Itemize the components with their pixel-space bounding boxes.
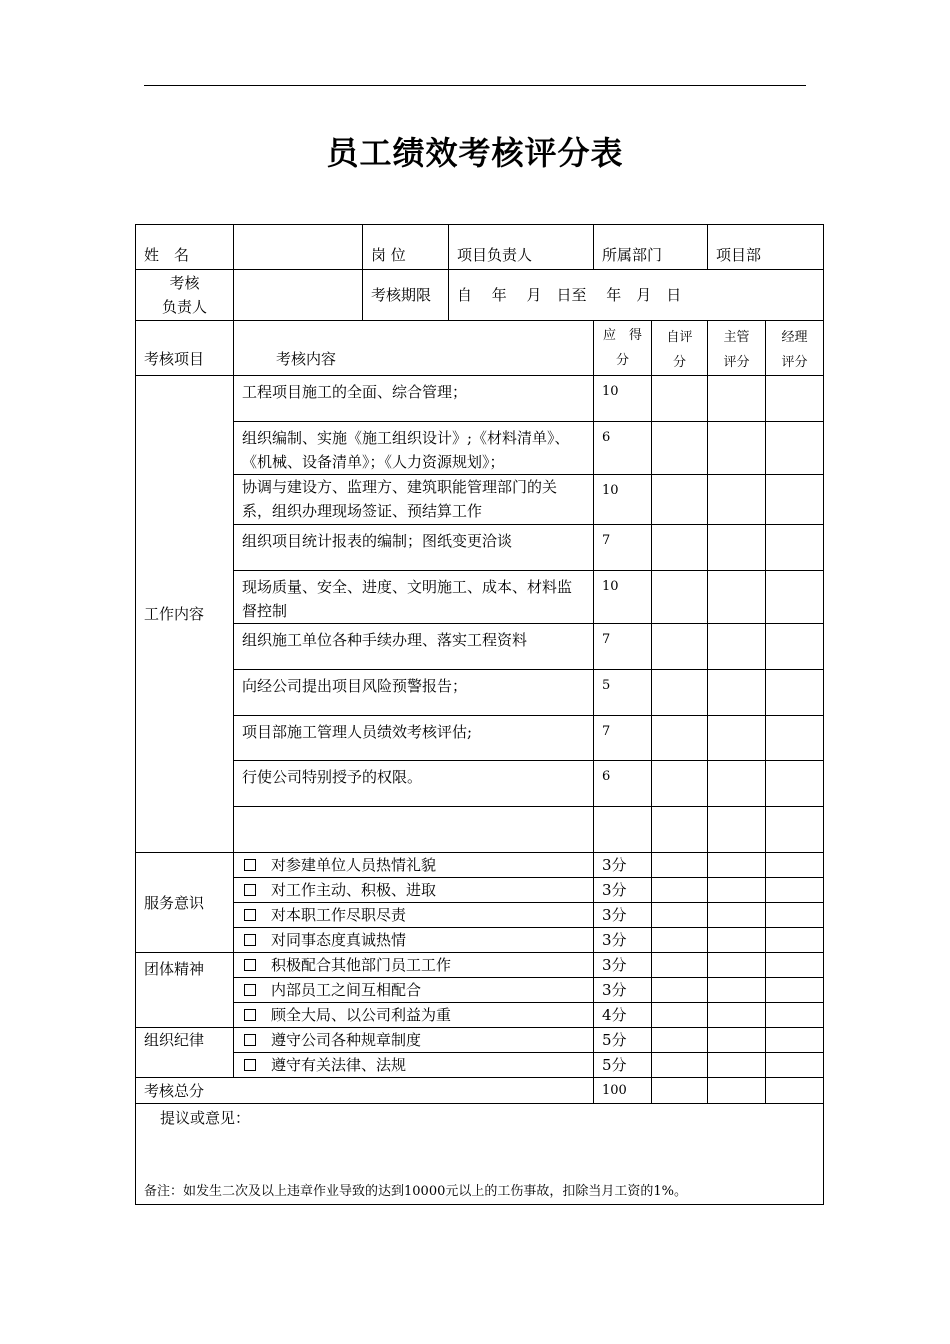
service-item: [234, 903, 594, 928]
name-label: 姓 名: [136, 225, 234, 270]
supervisor-score-cell[interactable]: [708, 571, 766, 624]
supervisor-score-cell[interactable]: [708, 1053, 766, 1078]
team-item: [234, 1003, 594, 1028]
supervisor-score-cell[interactable]: [708, 1003, 766, 1028]
supervisor-score-cell[interactable]: [708, 422, 766, 475]
supervisor-score-cell[interactable]: [708, 761, 766, 807]
work-standard-score: [594, 807, 652, 853]
self-score-cell[interactable]: [652, 807, 708, 853]
work-standard-score: 10: [594, 376, 652, 422]
work-row: [136, 376, 824, 422]
manager-score-cell[interactable]: [766, 878, 824, 903]
header-manager-line-2: 评分: [781, 355, 808, 370]
work-standard-score: 6: [594, 422, 652, 475]
supervisor-score-cell[interactable]: [708, 903, 766, 928]
work-content: 组织编制、实施《施工组织设计》;《材料清单》、《机械、设备清单》；《人力资源规划》；: [234, 422, 594, 475]
discipline-standard-score: 5分: [594, 1028, 652, 1053]
service-item-label: 对同事态度真诚热情: [271, 931, 407, 949]
assessor-label-line-1: 考核: [169, 274, 200, 292]
service-item-label: 对本职工作尽职尽责: [271, 906, 407, 924]
service-standard-score: 3分: [594, 928, 652, 953]
checkbox-icon[interactable]: [244, 1059, 256, 1071]
manager-score-cell[interactable]: [766, 571, 824, 624]
supervisor-score-cell[interactable]: [708, 878, 766, 903]
work-row: [136, 624, 824, 670]
position-label: 岗 位: [363, 225, 449, 270]
service-standard-score: 3分: [594, 903, 652, 928]
work-standard-score: 10: [594, 571, 652, 624]
total-row: [136, 1078, 824, 1104]
supervisor-score-cell[interactable]: [708, 475, 766, 525]
header-rule: [144, 85, 806, 86]
page-title: 员工绩效考核评分表: [326, 134, 624, 172]
header-self-line-1: 自评: [666, 330, 693, 345]
service-row: [136, 903, 824, 928]
service-standard-score: 3分: [594, 878, 652, 903]
self-score-cell[interactable]: [652, 1003, 708, 1028]
supervisor-score-cell[interactable]: [708, 1028, 766, 1053]
manager-score-cell[interactable]: [766, 475, 824, 525]
team-item-label: 积极配合其他部门员工工作: [271, 956, 452, 974]
checkbox-icon[interactable]: [244, 1034, 256, 1046]
checkbox-icon[interactable]: [244, 884, 256, 896]
assessor-label-line-2: 负责人: [161, 298, 207, 316]
supervisor-score-cell[interactable]: [708, 853, 766, 878]
period-label: 考核期限: [363, 270, 449, 321]
discipline-item-label: 遵守公司各种规章制度: [271, 1031, 422, 1049]
supervisor-score-cell[interactable]: [708, 807, 766, 853]
header-standard-line-2: 分: [615, 353, 629, 368]
self-score-cell[interactable]: [652, 978, 708, 1003]
manager-score-cell[interactable]: [766, 978, 824, 1003]
manager-score-cell[interactable]: [766, 853, 824, 878]
manager-total-cell[interactable]: [766, 1078, 824, 1104]
service-category-label: 服务意识: [136, 853, 234, 953]
header-self-line-2: 分: [673, 355, 687, 370]
work-standard-score: 10: [594, 475, 652, 525]
self-score-cell[interactable]: [652, 853, 708, 878]
work-content: 组织项目统计报表的编制；图纸变更洽谈: [234, 525, 594, 571]
self-score-cell[interactable]: [652, 953, 708, 978]
team-item-label: 内部员工之间互相配合: [271, 981, 422, 999]
footnote: 备注：如发生二次及以上违章作业导致的达到10000元以上的工伤事故，扣除当月工资的1%。: [144, 1184, 687, 1199]
work-row: [136, 422, 824, 475]
info-row-2: [136, 270, 824, 321]
header-manager-score: [766, 321, 824, 376]
checkbox-icon[interactable]: [244, 959, 256, 971]
checkbox-icon[interactable]: [244, 1009, 256, 1021]
work-content: 组织施工单位各种手续办理、落实工程资料: [234, 624, 594, 670]
self-score-cell[interactable]: [652, 928, 708, 953]
self-total-cell[interactable]: [652, 1078, 708, 1104]
suggestion-row: [136, 1104, 824, 1205]
work-content: [234, 807, 594, 853]
work-row-empty: [136, 807, 824, 853]
self-score-cell[interactable]: [652, 624, 708, 670]
supervisor-score-cell[interactable]: [708, 525, 766, 571]
team-row: [136, 1003, 824, 1028]
discipline-row: [136, 1028, 824, 1053]
header-content: 考核内容: [234, 321, 594, 376]
work-category-label: 工作内容: [136, 376, 234, 853]
work-content: 现场质量、安全、进度、文明施工、成本、材料监督控制: [234, 571, 594, 624]
work-content: 项目部施工管理人员绩效考核评估;: [234, 716, 594, 761]
service-standard-score: 3分: [594, 853, 652, 878]
dept-label: 所属部门: [594, 225, 708, 270]
service-item-label: 对参建单位人员热情礼貌: [271, 856, 437, 874]
supervisor-score-cell[interactable]: [708, 376, 766, 422]
service-row: [136, 878, 824, 903]
manager-score-cell[interactable]: [766, 1003, 824, 1028]
team-item-label: 顾全大局、以公司利益为重: [271, 1006, 452, 1024]
team-item: [234, 953, 594, 978]
self-score-cell[interactable]: [652, 878, 708, 903]
self-score-cell[interactable]: [652, 903, 708, 928]
work-standard-score: 5: [594, 670, 652, 716]
discipline-item-label: 遵守有关法律、法规: [271, 1056, 407, 1074]
self-score-cell[interactable]: [652, 670, 708, 716]
manager-score-cell[interactable]: [766, 624, 824, 670]
team-standard-score: 4分: [594, 1003, 652, 1028]
manager-score-cell[interactable]: [766, 1028, 824, 1053]
work-row: [136, 525, 824, 571]
assessor-field[interactable]: [234, 270, 363, 321]
supervisor-score-cell[interactable]: [708, 928, 766, 953]
assessment-table: [135, 224, 824, 1205]
name-field[interactable]: [234, 225, 363, 270]
suggestion-area[interactable]: [136, 1104, 824, 1205]
self-score-cell[interactable]: [652, 571, 708, 624]
self-score-cell[interactable]: [652, 1053, 708, 1078]
suggestion-label: 提议或意见：: [160, 1109, 251, 1127]
checkbox-icon[interactable]: [244, 859, 256, 871]
discipline-category-label: 组织纪律: [136, 1028, 234, 1078]
work-row: [136, 761, 824, 807]
total-standard-score: 100: [594, 1078, 652, 1104]
service-row: [136, 853, 824, 878]
work-standard-score: 7: [594, 624, 652, 670]
supervisor-score-cell[interactable]: [708, 978, 766, 1003]
manager-score-cell[interactable]: [766, 525, 824, 571]
team-category-label: 团体精神: [136, 953, 234, 1028]
manager-score-cell[interactable]: [766, 953, 824, 978]
manager-score-cell[interactable]: [766, 376, 824, 422]
dept-field[interactable]: 项目部: [708, 225, 824, 270]
discipline-item: [234, 1028, 594, 1053]
work-content: 行使公司特别授予的权限。: [234, 761, 594, 807]
supervisor-score-cell[interactable]: [708, 670, 766, 716]
team-row: [136, 978, 824, 1003]
info-row-1: [136, 225, 824, 270]
self-score-cell[interactable]: [652, 761, 708, 807]
manager-score-cell[interactable]: [766, 807, 824, 853]
work-row: [136, 475, 824, 525]
service-item: [234, 878, 594, 903]
service-row: [136, 928, 824, 953]
position-field[interactable]: 项目负责人: [449, 225, 594, 270]
assessor-label: [136, 270, 234, 321]
self-score-cell[interactable]: [652, 475, 708, 525]
work-standard-score: 7: [594, 716, 652, 761]
self-score-cell[interactable]: [652, 716, 708, 761]
manager-score-cell[interactable]: [766, 761, 824, 807]
checkbox-icon[interactable]: [244, 909, 256, 921]
self-score-cell[interactable]: [652, 422, 708, 475]
discipline-item: [234, 1053, 594, 1078]
header-supervisor-line-2: 评分: [723, 355, 750, 370]
header-supervisor-score: [708, 321, 766, 376]
checkbox-icon[interactable]: [244, 934, 256, 946]
header-supervisor-line-1: 主管: [723, 330, 750, 345]
discipline-row: [136, 1053, 824, 1078]
header-self-score: [652, 321, 708, 376]
work-standard-score: 7: [594, 525, 652, 571]
work-content: 工程项目施工的全面、综合管理；: [234, 376, 594, 422]
work-row: [136, 716, 824, 761]
column-header-row: [136, 321, 824, 376]
supervisor-score-cell[interactable]: [708, 716, 766, 761]
period-field[interactable]: 自 年 月 日至 年 月 日: [449, 270, 824, 321]
team-standard-score: 3分: [594, 953, 652, 978]
service-item: [234, 853, 594, 878]
header-standard-score: [594, 321, 652, 376]
manager-score-cell[interactable]: [766, 670, 824, 716]
supervisor-total-cell[interactable]: [708, 1078, 766, 1104]
manager-score-cell[interactable]: [766, 1053, 824, 1078]
discipline-standard-score: 5分: [594, 1053, 652, 1078]
total-label: 考核总分: [136, 1078, 594, 1104]
work-standard-score: 6: [594, 761, 652, 807]
supervisor-score-cell[interactable]: [708, 624, 766, 670]
work-row: [136, 571, 824, 624]
self-score-cell[interactable]: [652, 525, 708, 571]
manager-score-cell[interactable]: [766, 422, 824, 475]
supervisor-score-cell[interactable]: [708, 953, 766, 978]
team-row: [136, 953, 824, 978]
team-item: [234, 978, 594, 1003]
manager-score-cell[interactable]: [766, 716, 824, 761]
header-item: 考核项目: [136, 321, 234, 376]
team-standard-score: 3分: [594, 978, 652, 1003]
manager-score-cell[interactable]: [766, 928, 824, 953]
header-standard-line-1: 应 得: [602, 328, 642, 343]
manager-score-cell[interactable]: [766, 903, 824, 928]
service-item: [234, 928, 594, 953]
header-manager-line-1: 经理: [781, 330, 808, 345]
work-content: 协调与建设方、监理方、建筑职能管理部门的关系，组织办理现场签证、预结算工作: [234, 475, 594, 525]
work-content: 向经公司提出项目风险预警报告；: [234, 670, 594, 716]
work-row: [136, 670, 824, 716]
self-score-cell[interactable]: [652, 1028, 708, 1053]
self-score-cell[interactable]: [652, 376, 708, 422]
checkbox-icon[interactable]: [244, 984, 256, 996]
service-item-label: 对工作主动、积极、进取: [271, 881, 437, 899]
